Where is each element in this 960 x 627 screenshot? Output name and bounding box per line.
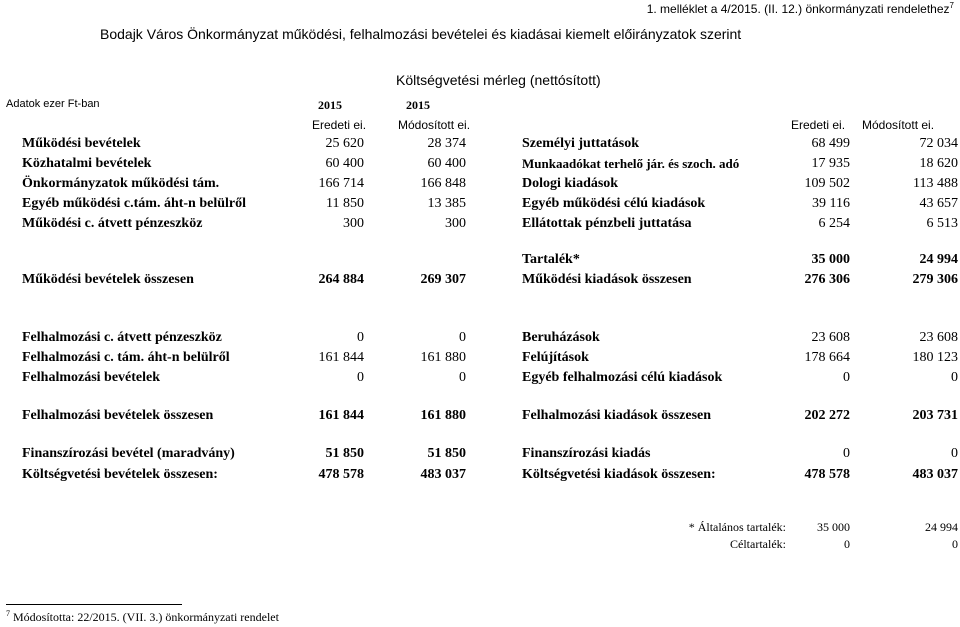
expense-label: Egyéb működési célú kiadások: [522, 196, 706, 211]
expense-label: Költségvetési kiadások összesen:: [522, 467, 716, 482]
revenue-label: Költségvetési bevételek összesen:: [22, 467, 218, 482]
revenue-original: 0: [357, 330, 364, 345]
revenue-label: Önkormányzatok működési tám.: [22, 176, 220, 191]
general-reserve-original: 35 000: [817, 520, 850, 534]
expense-original: 478 578: [804, 467, 850, 482]
table-row: [0, 350, 960, 370]
revenue-label: Egyéb működési c.tám. áht-n belülről: [22, 196, 247, 211]
col-header-modositott-left: Módosított ei.: [398, 118, 471, 132]
expense-label: Felhalmozási kiadások összesen: [522, 408, 712, 423]
revenue-label: Felhalmozási c. tám. áht-n belülről: [22, 350, 230, 365]
footnote: $^7$ Módosította: 22/2015. (VII. 3.) önkormányzati rendelet: [6, 609, 279, 624]
general-reserve-modified: 24 994: [925, 520, 958, 534]
expense-original: 109 502: [804, 176, 850, 191]
table-row: [0, 156, 960, 176]
revenue-original: 161 844: [318, 350, 364, 365]
revenue-modified: 60 400: [427, 156, 466, 171]
unit-label: Adatok ezer Ft-ban: [6, 98, 100, 110]
expense-modified: 43 657: [919, 196, 958, 211]
target-reserve-original: 0: [844, 537, 850, 551]
table-row: [0, 370, 960, 390]
col-header-eredeti-right: Eredeti ei.: [791, 118, 846, 132]
target-reserve-modified: 0: [952, 537, 958, 551]
table-row: [0, 252, 960, 272]
revenue-label: Működési c. átvett pénzeszköz: [22, 216, 203, 231]
year-label-1: 2015: [318, 98, 342, 112]
revenue-original: 25 620: [325, 136, 364, 151]
table-row-total: [0, 467, 960, 487]
revenue-modified: 161 880: [420, 350, 466, 365]
expense-label: Finanszírozási kiadás: [522, 446, 651, 461]
table-row: [0, 330, 960, 350]
revenue-original: 0: [357, 370, 364, 385]
page-subtitle: Költségvetési mérleg (nettósított): [396, 72, 601, 88]
expense-modified: 203 731: [912, 408, 958, 423]
table-row: [0, 136, 960, 156]
revenue-modified: 0: [459, 370, 466, 385]
expense-original: 0: [843, 370, 850, 385]
expense-original: 17 935: [811, 156, 850, 171]
revenue-modified: 300: [445, 216, 466, 231]
expense-modified: 72 034: [919, 136, 958, 151]
expense-original: 202 272: [804, 408, 850, 423]
revenue-original: 11 850: [326, 196, 364, 211]
revenue-modified: 269 307: [420, 272, 466, 287]
expense-label: Beruházások: [522, 330, 600, 345]
expense-modified: 23 608: [919, 330, 958, 345]
revenue-modified: 161 880: [420, 408, 466, 423]
revenue-original: 478 578: [318, 467, 364, 482]
revenue-label: Közhatalmi bevételek: [22, 156, 152, 171]
expense-modified: 113 488: [913, 176, 958, 191]
table-row: [0, 216, 960, 236]
general-reserve-label: * Általános tartalék:: [688, 520, 786, 534]
revenue-label: Működési bevételek: [22, 136, 141, 151]
expense-modified: 483 037: [912, 467, 958, 482]
expense-original: 39 116: [812, 196, 850, 211]
expense-original: 6 254: [818, 216, 850, 231]
revenue-label: Finanszírozási bevétel (maradvány): [22, 446, 235, 461]
page-title: Bodajk Város Önkormányzat működési, felhalmozási bevételei és kiadásai kiemelt előirányzatok szerint: [100, 26, 742, 42]
expense-label: Munkaadókat terhelő jár. és szoch. adó: [522, 156, 740, 171]
target-reserve-label: Céltartalék:: [730, 537, 786, 551]
expense-label: Felújítások: [522, 350, 589, 365]
expense-modified: 6 513: [926, 216, 958, 231]
reserve-original: 35 000: [811, 252, 850, 267]
expense-label: Működési kiadások összesen: [522, 272, 692, 287]
revenue-original: 60 400: [325, 156, 364, 171]
table-row-total: [0, 272, 960, 292]
expense-modified: 18 620: [919, 156, 958, 171]
expense-label: Személyi juttatások: [522, 136, 640, 151]
expense-modified: 180 123: [912, 350, 958, 365]
revenue-original: 166 714: [318, 176, 364, 191]
expense-original: 68 499: [811, 136, 850, 151]
reserve-modified: 24 994: [919, 252, 958, 267]
revenue-label: Működési bevételek összesen: [22, 272, 194, 287]
expense-label: Dologi kiadások: [522, 176, 619, 191]
revenue-modified: 51 850: [427, 446, 466, 461]
expense-label: Ellátottak pénzbeli juttatása: [522, 216, 692, 231]
revenue-original: 300: [343, 216, 364, 231]
revenue-label: Felhalmozási bevételek: [22, 370, 161, 385]
table-row-total: [0, 408, 960, 428]
revenue-modified: 28 374: [427, 136, 466, 151]
expense-label: Egyéb felhalmozási célú kiadások: [522, 370, 723, 385]
revenue-original: 264 884: [318, 272, 364, 287]
expense-original: 0: [843, 446, 850, 461]
table-row: [0, 196, 960, 216]
revenue-modified: 166 848: [420, 176, 466, 191]
revenue-label: Felhalmozási c. átvett pénzeszköz: [22, 330, 222, 345]
expense-original: 178 664: [804, 350, 850, 365]
expense-modified: 279 306: [912, 272, 958, 287]
revenue-modified: 483 037: [420, 467, 466, 482]
annex-note: 1. melléklet a 4/2015. (II. 12.) önkormányzati rendelethez$^7$: [646, 1, 954, 16]
revenue-modified: 13 385: [427, 196, 466, 211]
year-label-2: 2015: [406, 98, 430, 112]
table-row: [0, 446, 960, 466]
expense-modified: 0: [951, 370, 958, 385]
expense-original: 23 608: [811, 330, 850, 345]
footnote-divider: [6, 604, 182, 605]
col-header-eredeti-left: Eredeti ei.: [312, 118, 367, 132]
col-header-modositott-right: Módosított ei.: [862, 118, 935, 132]
revenue-original: 161 844: [318, 408, 364, 423]
expense-original: 276 306: [804, 272, 850, 287]
table-row: [0, 176, 960, 196]
reserve-label: Tartalék*: [522, 252, 580, 267]
revenue-label: Felhalmozási bevételek összesen: [22, 408, 214, 423]
revenue-modified: 0: [459, 330, 466, 345]
expense-modified: 0: [951, 446, 958, 461]
revenue-original: 51 850: [325, 446, 364, 461]
